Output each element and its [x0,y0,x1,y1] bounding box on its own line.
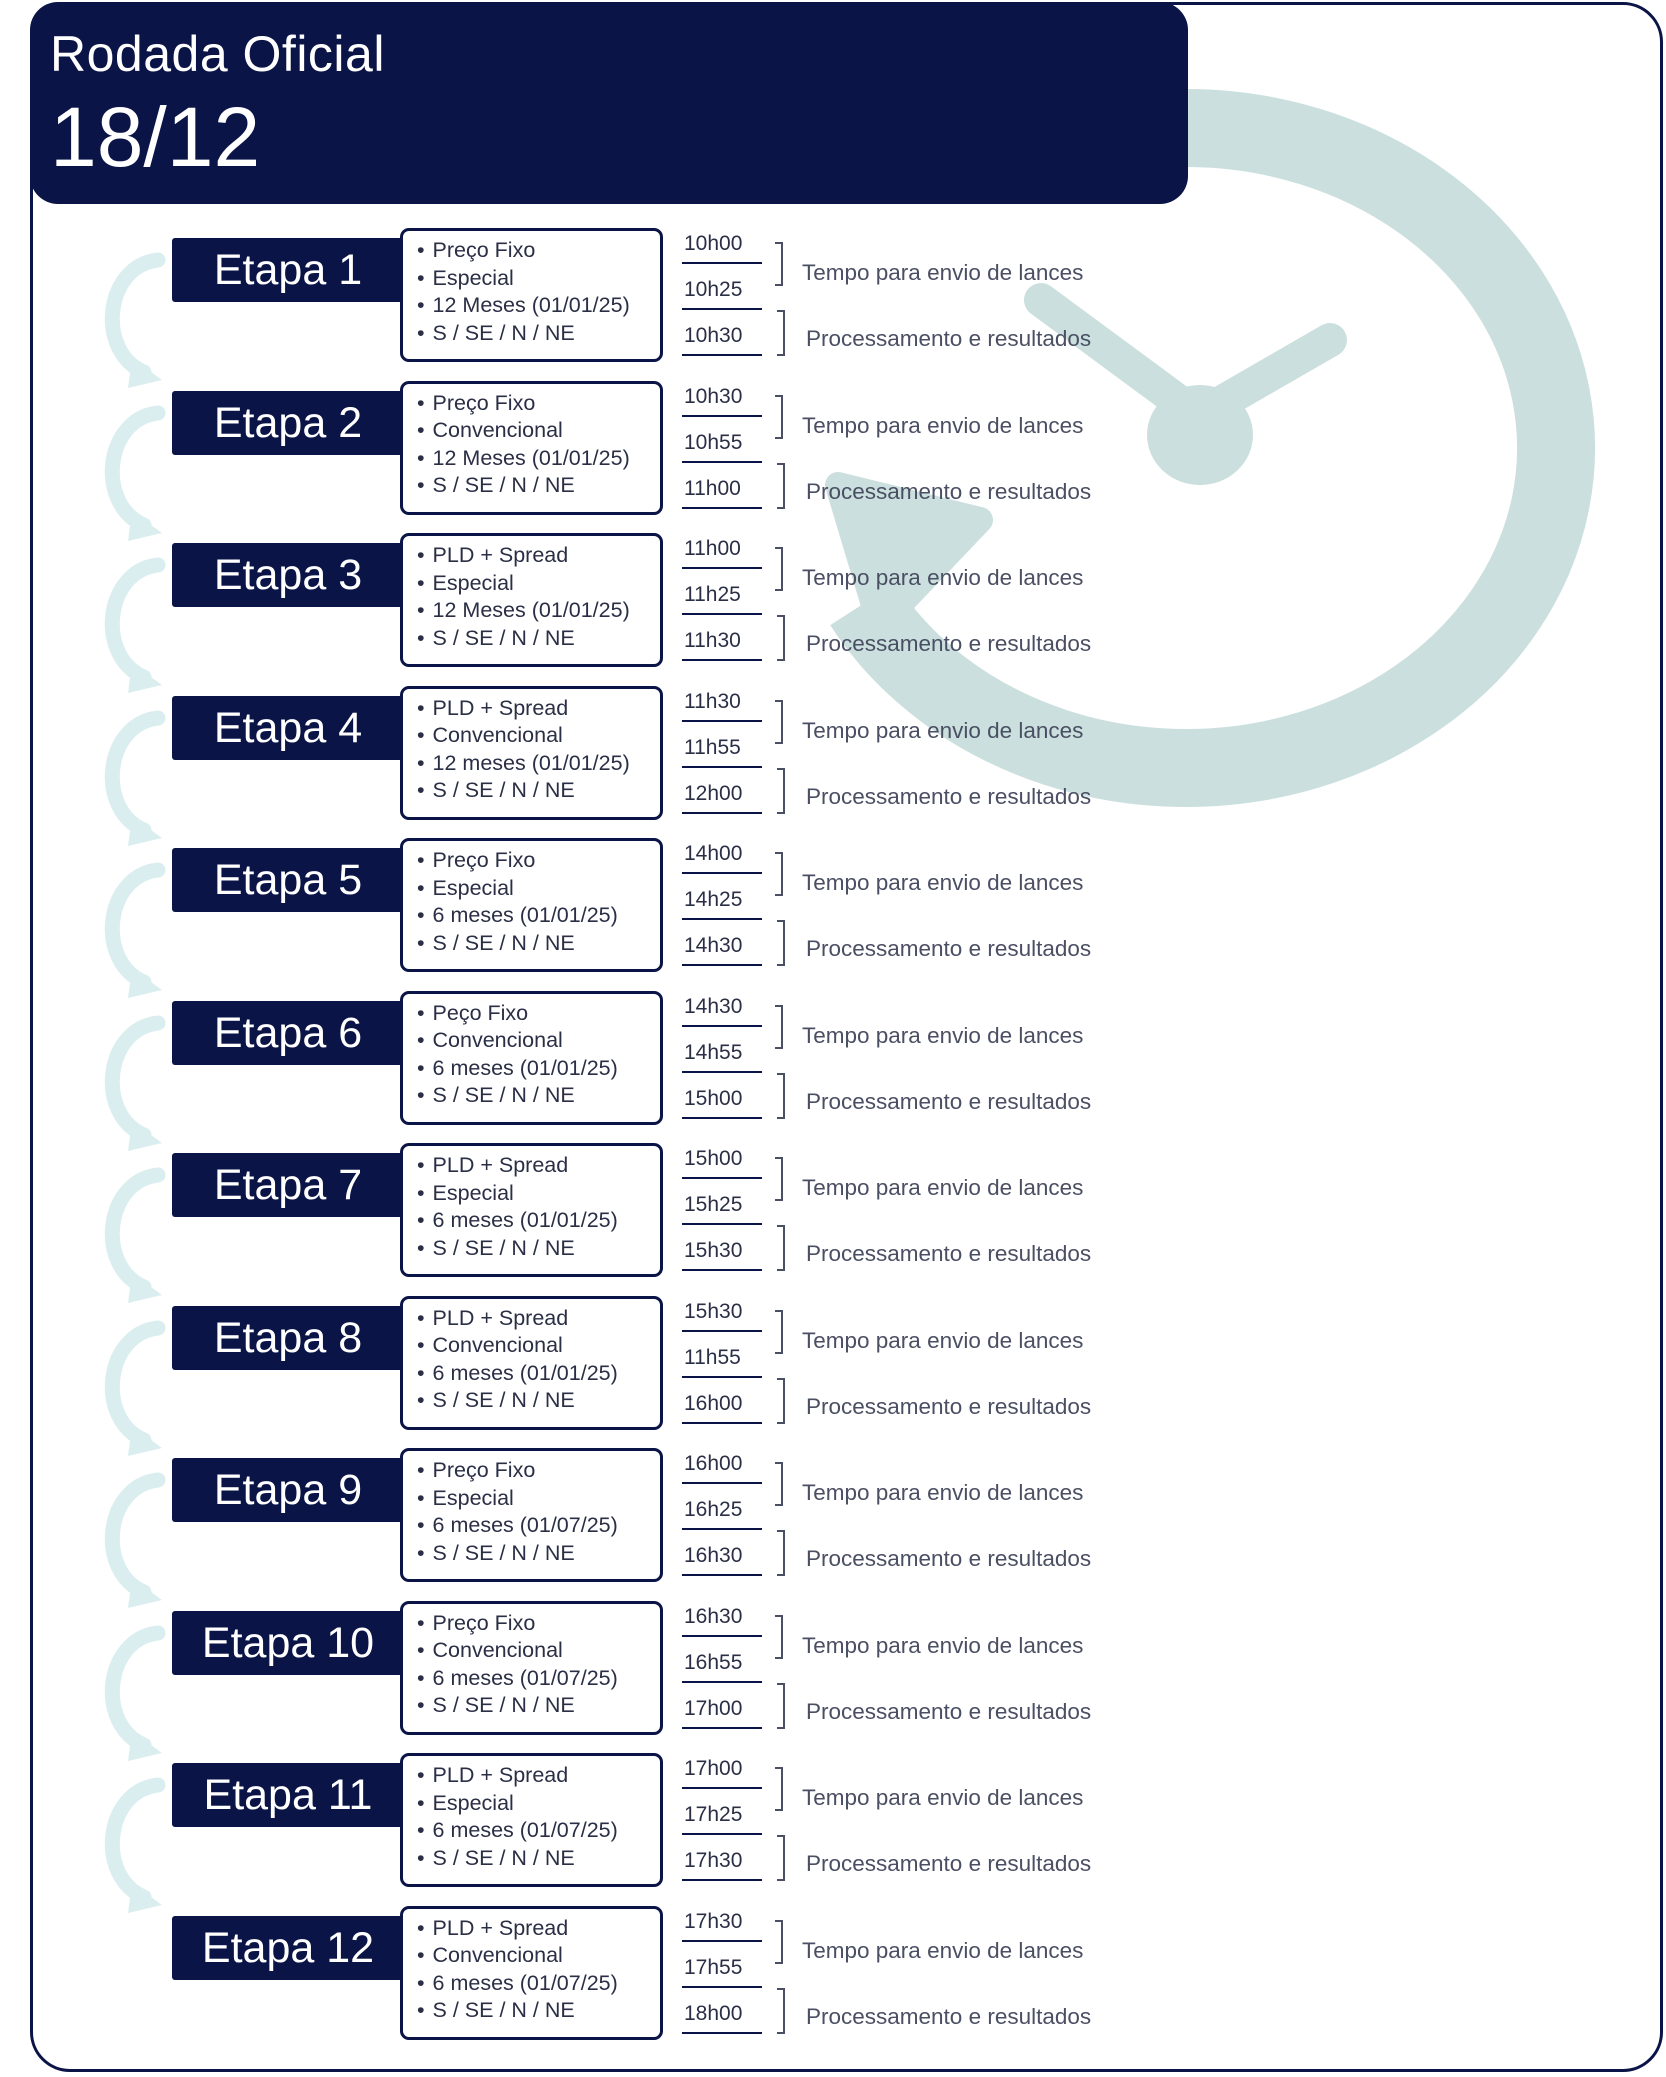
stage-detail-item: • 6 meses (01/01/25) [417,1055,660,1083]
stage-row [0,1753,1666,1903]
send-window-label: Tempo para envio de lances [802,260,1084,285]
stage-detail-item: • Especial [417,1790,660,1818]
stage-detail-item: • 6 meses (01/07/25) [417,1970,660,1998]
stage-detail-item: • 6 meses (01/01/25) [417,902,660,930]
stage-time: 16h55 [682,1651,762,1683]
bracket [777,1835,785,1881]
stage-time: 17h55 [682,1956,762,1988]
bracket [777,768,785,814]
stage-label: Etapa 10 [172,1611,404,1675]
bracket [775,852,783,896]
processing-label: Processamento e resultados [806,631,1092,656]
stage-details-box [400,686,663,820]
header-banner [30,2,1188,204]
stage-detail-item: • Convencional [417,1942,660,1970]
stage-label: Etapa 4 [172,696,404,760]
stage-row [0,838,1666,988]
bracket [777,1683,785,1729]
stage-details-box [400,1448,663,1582]
bracket [775,1005,783,1049]
stage-row [0,228,1666,378]
processing-label: Processamento e resultados [806,1241,1092,1266]
stage-time: 11h55 [682,736,762,768]
bracket [775,1462,783,1506]
stage-time: 15h30 [682,1300,762,1332]
stage-details-box [400,1906,663,2040]
stage-time: 11h25 [682,583,762,615]
stage-details-box [400,838,663,972]
bracket [775,1920,783,1964]
stage-detail-item: • 12 Meses (01/01/25) [417,445,660,473]
send-window-label: Tempo para envio de lances [802,412,1084,438]
stage-label: Etapa 5 [172,848,404,912]
stage-detail-item: • 6 meses (01/01/25) [417,1207,660,1235]
send-window-label: Tempo para envio de lances [802,1937,1084,1963]
stage-details-box [400,1753,663,1887]
stage-detail-item: • S / SE / N / NE [417,1540,660,1568]
send-window-label: Tempo para envio de lances [802,1175,1084,1200]
stage-detail-item: • Peço Fixo [417,1000,660,1028]
stage-time: 10h25 [682,278,762,310]
stage-detail-item: • Especial [417,875,660,903]
stage-time: 16h30 [682,1544,762,1576]
stage-detail-item: • Especial [417,1485,660,1513]
bracket [775,395,783,439]
processing-label: Processamento e resultados [806,1393,1092,1419]
processing-label: Processamento e resultados [806,1546,1092,1571]
bracket [777,1530,785,1576]
send-window-label: Tempo para envio de lances [802,565,1084,590]
stage-detail-item: • S / SE / N / NE [417,777,660,805]
send-window-label: Tempo para envio de lances [802,1480,1084,1505]
stage-time: 10h55 [682,431,762,463]
send-window-label: Tempo para envio de lances [802,1327,1084,1353]
bracket [775,547,783,591]
stage-detail-item: • S / SE / N / NE [417,1997,660,2025]
send-window-label: Tempo para envio de lances [802,870,1084,895]
stage-details-box [400,1143,663,1277]
stage-detail-item: • PLD + Spread [417,1152,660,1180]
stage-detail-item: • PLD + Spread [417,1762,660,1790]
stage-detail-item: • Convencional [417,417,660,445]
stage-time: 14h30 [682,934,762,966]
stage-time: 11h55 [682,1346,762,1378]
stage-row [0,1448,1666,1598]
stage-detail-item: • Especial [417,570,660,598]
stage-time: 18h00 [682,2002,762,2034]
stage-detail-item: • Convencional [417,722,660,750]
stage-label: Etapa 12 [172,1916,404,1980]
stage-time: 15h00 [682,1087,762,1119]
stage-time: 14h00 [682,842,762,874]
stage-detail-item: • 12 Meses (01/01/25) [417,597,660,625]
bracket [775,700,783,744]
processing-label: Processamento e resultados [806,1088,1092,1114]
stage-label: Etapa 8 [172,1306,404,1370]
stage-detail-item: • S / SE / N / NE [417,1387,660,1415]
stage-time: 16h00 [682,1452,762,1484]
page-date: 18/12 [50,90,261,184]
stage-time: 14h55 [682,1041,762,1073]
bracket [775,242,783,286]
stage-row [0,1906,1666,2056]
stage-detail-item: • Preço Fixo [417,1457,660,1485]
stage-time: 14h30 [682,995,762,1027]
stage-detail-item: • S / SE / N / NE [417,625,660,653]
bracket [777,463,785,509]
stage-details-box [400,991,663,1125]
stage-detail-item: • S / SE / N / NE [417,1845,660,1873]
stage-row [0,1143,1666,1293]
bracket [775,1157,783,1201]
send-window-label: Tempo para envio de lances [802,1632,1084,1658]
stage-label: Etapa 11 [172,1763,404,1827]
stage-time: 17h25 [682,1803,762,1835]
stage-label: Etapa 9 [172,1458,404,1522]
stage-detail-item: • Preço Fixo [417,237,660,265]
stage-label: Etapa 7 [172,1153,404,1217]
stage-row [0,991,1666,1141]
stage-time: 16h30 [682,1605,762,1637]
stage-time: 17h00 [682,1757,762,1789]
stage-time: 17h30 [682,1910,762,1942]
processing-label: Processamento e resultados [806,478,1092,504]
send-window-label: Tempo para envio de lances [802,717,1084,743]
stage-time: 17h00 [682,1697,762,1729]
stage-detail-item: • 6 meses (01/07/25) [417,1817,660,1845]
processing-label: Processamento e resultados [806,1698,1092,1724]
stage-label: Etapa 1 [172,238,404,302]
stage-detail-item: • S / SE / N / NE [417,1082,660,1110]
stage-detail-item: • Especial [417,265,660,293]
stage-detail-item: • S / SE / N / NE [417,320,660,348]
stage-label: Etapa 2 [172,391,404,455]
bracket [775,1615,783,1659]
processing-label: Processamento e resultados [806,936,1092,961]
stage-details-box [400,1296,663,1430]
stage-detail-item: • Preço Fixo [417,847,660,875]
stage-time: 17h30 [682,1849,762,1881]
processing-label: Processamento e resultados [806,326,1092,351]
stage-time: 11h30 [682,690,762,722]
stage-detail-item: • 6 meses (01/07/25) [417,1512,660,1540]
stage-time: 12h00 [682,782,762,814]
stage-row [0,381,1666,531]
send-window-label: Tempo para envio de lances [802,1022,1084,1048]
stage-row [0,533,1666,683]
stage-detail-item: • S / SE / N / NE [417,1692,660,1720]
stage-row [0,1296,1666,1446]
stage-detail-item: • 12 Meses (01/01/25) [417,292,660,320]
bracket [777,1988,785,2034]
stage-time: 11h00 [682,537,762,569]
processing-label: Processamento e resultados [806,1851,1092,1876]
stage-time: 10h00 [682,232,762,264]
bracket [777,615,785,661]
stage-row [0,1601,1666,1751]
stage-detail-item: • PLD + Spread [417,542,660,570]
bracket [775,1310,783,1354]
stage-time: 15h30 [682,1239,762,1271]
bracket [777,1073,785,1119]
stage-details-box [400,533,663,667]
stage-time: 16h25 [682,1498,762,1530]
stage-detail-item: • Preço Fixo [417,1610,660,1638]
stage-detail-item: • PLD + Spread [417,1915,660,1943]
stage-details-box [400,381,663,515]
bracket [777,920,785,966]
stage-time: 10h30 [682,385,762,417]
stage-details-box [400,1601,663,1735]
stage-detail-item: • S / SE / N / NE [417,930,660,958]
stage-time: 11h00 [682,477,762,509]
bracket [777,1378,785,1424]
stage-label: Etapa 3 [172,543,404,607]
stage-time: 14h25 [682,888,762,920]
stage-details-box [400,228,663,362]
processing-label: Processamento e resultados [806,783,1092,809]
stage-time: 10h30 [682,324,762,356]
stage-detail-item: • PLD + Spread [417,1305,660,1333]
page-title: Rodada Oficial [50,26,385,82]
stage-detail-item: • Convencional [417,1332,660,1360]
stage-detail-item: • Convencional [417,1637,660,1665]
send-window-label: Tempo para envio de lances [802,1785,1084,1810]
stage-detail-item: • S / SE / N / NE [417,472,660,500]
stage-detail-item: • 6 meses (01/07/25) [417,1665,660,1693]
stage-time: 15h25 [682,1193,762,1225]
stage-time: 15h00 [682,1147,762,1179]
stage-time: 11h30 [682,629,762,661]
stage-detail-item: • Preço Fixo [417,390,660,418]
processing-label: Processamento e resultados [806,2003,1092,2029]
stage-detail-item: • 6 meses (01/01/25) [417,1360,660,1388]
stage-label: Etapa 6 [172,1001,404,1065]
bracket [777,310,785,356]
stage-detail-item: • PLD + Spread [417,695,660,723]
stage-time: 16h00 [682,1392,762,1424]
stage-row [0,686,1666,836]
stage-detail-item: • 12 meses (01/01/25) [417,750,660,778]
stage-detail-item: • S / SE / N / NE [417,1235,660,1263]
stage-detail-item: • Convencional [417,1027,660,1055]
bracket [777,1225,785,1271]
bracket [775,1767,783,1811]
stage-detail-item: • Especial [417,1180,660,1208]
